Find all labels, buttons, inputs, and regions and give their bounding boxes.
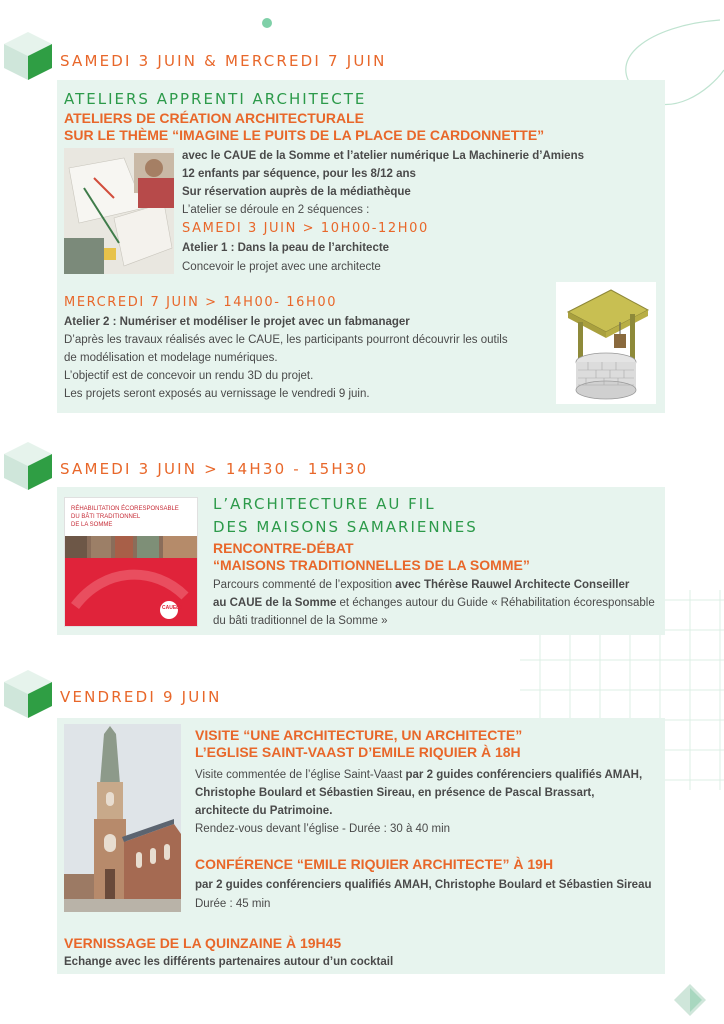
visit-title-2: L’EGLISE SAINT-VAAST D’EMILE RIQUIER À 18H (195, 744, 521, 760)
cube-icon (2, 668, 54, 720)
vernissage-line: Echange avec les différents partenaires autour d’un cocktail (64, 956, 394, 968)
section2-line-1-bold: avec Thérèse Rauwel Architecte Conseiller (395, 579, 630, 591)
section1-date: SAMEDI 3 JUIN & MERCREDI 7 JUIN (60, 52, 387, 70)
section2-subtitle1: RENCONTRE-DÉBAT (213, 540, 354, 556)
visit-line-4: Rendez-vous devant l’église - Durée : 30 à 40 min (195, 823, 451, 835)
book-title-line-1: RÉHABILITATION ÉCORESPONSABLE (71, 506, 179, 512)
atelier2-line-2: de modélisation et modelage numériques. (64, 352, 278, 364)
section2-title-line2: DES MAISONS SAMARIENNES (213, 518, 478, 536)
section1-subtitle1: ATELIERS DE CRÉATION ARCHITECTURALE (64, 110, 364, 126)
visit-line-1-bold: par 2 guides conférenciers qualifiés AMAH, (405, 769, 643, 781)
atelier1-date: SAMEDI 3 JUIN > 10H00-12H00 (182, 221, 429, 236)
section1-sequences-note: L’atelier se déroule en 2 séquences : (182, 204, 370, 216)
book-title-line-3: DE LA SOMME (71, 522, 113, 528)
atelier2-title: Atelier 2 : Numériser et modéliser le projet avec un fabmanager (64, 316, 410, 328)
book-logo: CAUE80 (162, 605, 182, 611)
section2-line-1-normal: Parcours commenté de l’exposition (213, 579, 396, 591)
section2-subtitle2: “MAISONS TRADITIONNELLES DE LA SOMME” (213, 557, 530, 573)
vernissage-title: VERNISSAGE DE LA QUINZAINE À 19H45 (64, 935, 342, 951)
visit-line-3: architecte du Patrimoine. (195, 805, 333, 817)
section2-date: SAMEDI 3 JUIN > 14H30 - 15H30 (60, 460, 369, 478)
atelier1-title: Atelier 1 : Dans la peau de l’architecte (182, 242, 390, 254)
dot-decoration (262, 18, 272, 28)
visit-line-1-normal: Visite commentée de l’église Saint-Vaast (195, 769, 406, 781)
section1-subtitle2: SUR LE THÈME “IMAGINE LE PUITS DE LA PLACE DE CARDONNETTE” (64, 127, 545, 143)
cube-icon (2, 440, 54, 492)
section1-intro-1: avec le CAUE de la Somme et l’atelier numérique La Machinerie d’Amiens (182, 150, 585, 162)
section2-line-2 (213, 594, 655, 613)
atelier2-line-1: D’après les travaux réalisés avec le CAUE, les participants pourront découvrir les outils (64, 334, 508, 346)
atelier2-line-4: Les projets seront exposés au vernissage le vendredi 9 juin. (64, 388, 370, 400)
guide-book-cover (64, 497, 198, 627)
conference-line-1: par 2 guides conférenciers qualifiés AMAH, Christophe Boulard et Sébastien Sireau (195, 879, 652, 891)
church-photo (64, 724, 181, 912)
section3-date: VENDREDI 9 JUIN (60, 688, 222, 706)
section2-line-3: du bâti traditionnel de la Somme » (213, 615, 388, 627)
visit-line-1 (195, 766, 642, 785)
section2-line-1 (213, 576, 629, 595)
section1-title: ATELIERS APPRENTI ARCHITECTE (64, 90, 367, 108)
section2-line-2-bold: au CAUE de la Somme (213, 597, 337, 609)
cube-icon (2, 30, 54, 82)
conference-line-2: Durée : 45 min (195, 898, 271, 910)
section2-line-2-normal: et échanges autour du Guide « Réhabilitation écoresponsable (336, 597, 655, 609)
well-image (556, 282, 656, 404)
section1-intro-3: Sur réservation auprès de la médiathèque (182, 186, 411, 198)
section1-intro-2: 12 enfants par séquence, pour les 8/12 ans (182, 168, 416, 180)
conference-title: CONFÉRENCE “EMILE RIQUIER ARCHITECTE” À 19H (195, 856, 554, 872)
visit-title-1: VISITE “UNE ARCHITECTURE, UN ARCHITECTE” (195, 727, 523, 743)
diamond-decoration (674, 984, 706, 1016)
atelier2-date: MERCREDI 7 JUIN > 14H00- 16H00 (64, 295, 338, 310)
atelier1-desc: Concevoir le projet avec une architecte (182, 261, 381, 273)
atelier2-line-3: L’objectif est de concevoir un rendu 3D du projet. (64, 370, 314, 382)
workshop-photo (64, 148, 174, 274)
section2-title-line1: L’ARCHITECTURE AU FIL (213, 495, 436, 513)
book-title-line-2: DU BÂTI TRADITIONNEL (71, 514, 141, 520)
visit-line-2: Christophe Boulard et Sébastien Sireau, en présence de Pascal Brassart, (195, 787, 595, 799)
